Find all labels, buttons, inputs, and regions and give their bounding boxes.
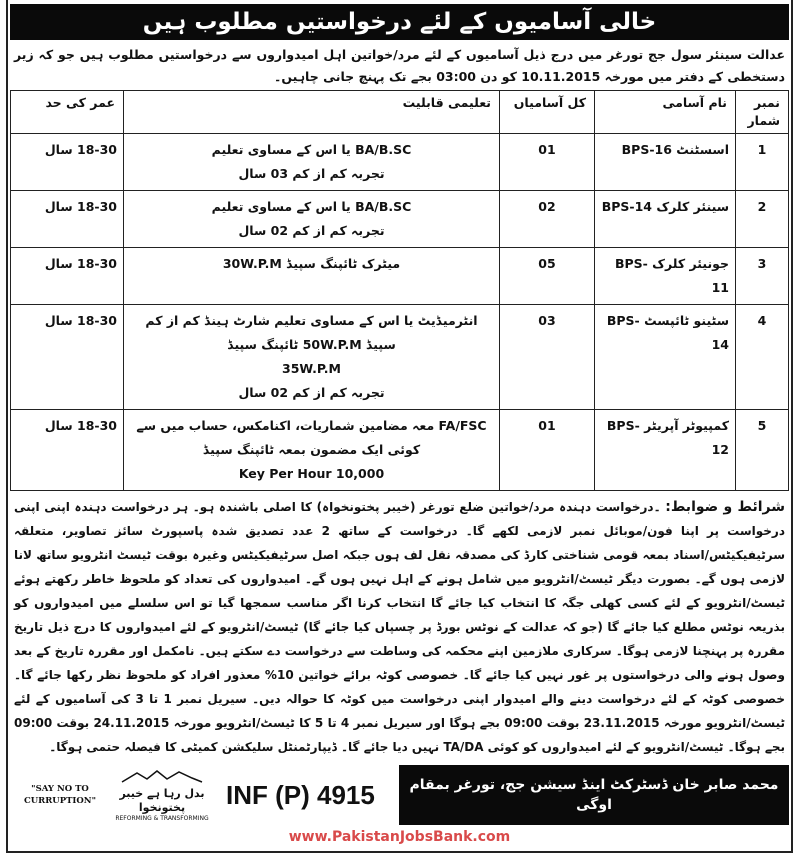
terms-heading: شرائط و ضوابط: <box>665 499 785 515</box>
cell-qualification <box>124 305 500 410</box>
table-row <box>11 248 789 305</box>
signatory-bar: محمد صابر خان ڈسٹرکٹ اینڈ سیشن جج، تورغر بمقام اوگی <box>399 765 789 825</box>
cell-age: 18-30 سال <box>11 410 124 491</box>
qualification-line: میٹرک ٹائپنگ سپیڈ 30W.P.M <box>222 256 401 271</box>
cell-count: 01 <box>500 410 595 491</box>
ad-frame <box>6 0 793 853</box>
qualification-line: تجربہ کم از کم 02 سال <box>238 223 385 238</box>
table-row <box>11 305 789 410</box>
logo-english-text: REFORMING & TRANSFORMING <box>115 814 209 822</box>
qualification-line: 35W.P.M <box>282 361 341 376</box>
cell-post: سینئر کلرک BPS-14 <box>595 191 736 248</box>
ad-title: خالی آسامیوں کے لئے درخواستیں مطلوب ہیں <box>10 4 789 40</box>
logo-urdu-text: بدل رہا ہے خیبر پختونخوا <box>119 786 205 814</box>
cell-count: 03 <box>500 305 595 410</box>
anti-corruption-slogan: "SAY NO TO CURRUPTION" <box>23 784 96 806</box>
qualification-line: BA/B.SC یا اس کے مساوی تعلیم <box>211 142 412 157</box>
qualification-line: تجربہ کم از کم 03 سال <box>238 166 385 181</box>
header-serial: نمبر شمار <box>736 91 789 134</box>
cell-post: کمپیوٹر آپریٹر BPS-12 <box>595 410 736 491</box>
cell-post: سٹینو ٹائپسٹ BPS-14 <box>595 305 736 410</box>
watermark: www.PakistanJobsBank.com <box>288 829 511 845</box>
qualification-line: FA/FSC معہ مضامین شماریات، اکنامکس، حساب میں سے کوئی ایک مضمون بمعہ ٹائپنگ سپیڈ <box>136 418 487 457</box>
cell-age: 18-30 سال <box>11 134 124 191</box>
cell-serial: 4 <box>736 305 789 410</box>
cell-qualification <box>124 191 500 248</box>
cell-post: اسسٹنٹ BPS-16 <box>595 134 736 191</box>
kp-government-logo <box>112 768 212 823</box>
scales-skyline-icon <box>117 769 207 783</box>
cell-count: 05 <box>500 248 595 305</box>
header-qualification: تعلیمی قابلیت <box>124 91 500 134</box>
inf-code: INF (P) 4915 <box>226 779 375 810</box>
table-header-row <box>11 91 789 134</box>
cell-qualification <box>124 134 500 191</box>
cell-age: 18-30 سال <box>11 248 124 305</box>
qualification-line: 10,000 Key Per Hour <box>238 466 385 481</box>
cell-serial: 3 <box>736 248 789 305</box>
header-post: نام آسامی <box>595 91 736 134</box>
cell-count: 01 <box>500 134 595 191</box>
cell-serial: 1 <box>736 134 789 191</box>
cell-post: جونیئر کلرک BPS-11 <box>595 248 736 305</box>
table-row <box>11 410 789 491</box>
cell-qualification <box>124 248 500 305</box>
cell-serial: 5 <box>736 410 789 491</box>
terms-and-conditions <box>14 495 785 759</box>
intro-text: عدالت سینئر سول جج تورغر میں درج ذیل آسامیوں کے لئے مرد/خواتین اہل امیدواروں سے درخواستیں مطلوب ہیں جو کہ زیر دستخطی کے دفتر میں مورخہ 10.11.2015 کو دن 03:00 بجے تک پہنچ جانی چاہیں۔ <box>14 47 785 84</box>
header-age: عمر کی حد <box>11 91 124 134</box>
qualification-line: BA/B.SC یا اس کے مساوی تعلیم <box>211 199 412 214</box>
qualification-line: تجربہ کم از کم 02 سال <box>238 385 385 400</box>
cell-age: 18-30 سال <box>11 191 124 248</box>
cell-age: 18-30 سال <box>11 305 124 410</box>
footer <box>10 765 789 825</box>
terms-body: ۔درخواست دہندہ مرد/خواتین ضلع تورغر (خیبر پختونخواہ) کا اصلی باشندہ ہو۔ ہر درخواست دہندہ اپنی اپنی درخواست پر اپنا فون/موبائل نمبر لازمی لکھے گا۔ درخواست کے ساتھ 2 عدد تصدیق شدہ پاسپورٹ سائز تصاویر، متعلقہ سرٹیفیکیٹس/اسناد بمعہ قومی شناختی کارڈ کی مصدقہ نقل لف ہوں جبکہ اصل سرٹیفیکیٹس وغیرہ بوقت ٹیسٹ انٹرویو ساتھ لانا لازمی ہوں گے۔ بصورت دیگر ٹیسٹ/انٹرویو میں شامل ہونے کے اہل نہیں ہوں گے۔ امیدواروں کی تعداد کو ملحوظ خاطر رکھتے ہوئے ٹیسٹ/انٹرویو کے لئے کسی کھلی جگہ کا انتخاب کیا جائے گا انتخاب کرنا اگر مناسب سمجھا گیا تو اس سلسلے میں امیدواروں کو بذریعہ نوٹس مطلع کیا جائے گا (جو کہ عدالت کے نوٹس بورڈ پر چسپاں کیا جائے گا) ٹیسٹ/انٹرویو کے لئے امیدواروں کا درج ذیل تاریخ مقررہ پر پہنچنا لازمی ہوگا۔ سرکاری ملازمین اپنے محکمہ کی وساطت سے درخواست دے سکتے ہیں۔ نامکمل اور مقررہ تاریخ کے بعد وصول ہونے والی درخواستوں پر غور نہیں کیا جائے گا۔ خصوصی کوٹہ برائے خواتین 10% معذور افراد کو ملحوظ نظر رکھا جائے گا۔ خصوصی کوٹہ کے لئے درخواست دینے والے امیدوار اپنی درخواست میں کوٹہ کا حوالہ دیں۔ سیریل نمبر 1 تا 3 کی آسامیوں کے لئے ٹیسٹ/انٹرویو مورخہ 23.11.2015 بوقت 09:00 بجے ہوگا اور سیریل نمبر 4 تا 5 کا ٹیسٹ/انٹرویو مورخہ 24.11.2015 بوقت 09:00 بجے ہوگا۔ ٹیسٹ/انٹرویو کے لئے امیدواروں کو کوئی TA/DA نہیں دیا جائے گا۔ ڈیپارٹمنٹل سلیکشن کمیٹی کا فیصلہ حتمی ہوگا۔ <box>14 500 785 754</box>
vacancies-table <box>10 90 789 491</box>
cell-count: 02 <box>500 191 595 248</box>
qualification-line: انٹرمیڈیٹ یا اس کے مساوی تعلیم شارٹ ہینڈ کم از کم سپیڈ 50W.P.M ٹائپنگ سپیڈ <box>145 313 478 352</box>
cell-qualification <box>124 410 500 491</box>
header-count: کل آسامیاں <box>500 91 595 134</box>
table-row <box>11 134 789 191</box>
table-row <box>11 191 789 248</box>
cell-serial: 2 <box>736 191 789 248</box>
